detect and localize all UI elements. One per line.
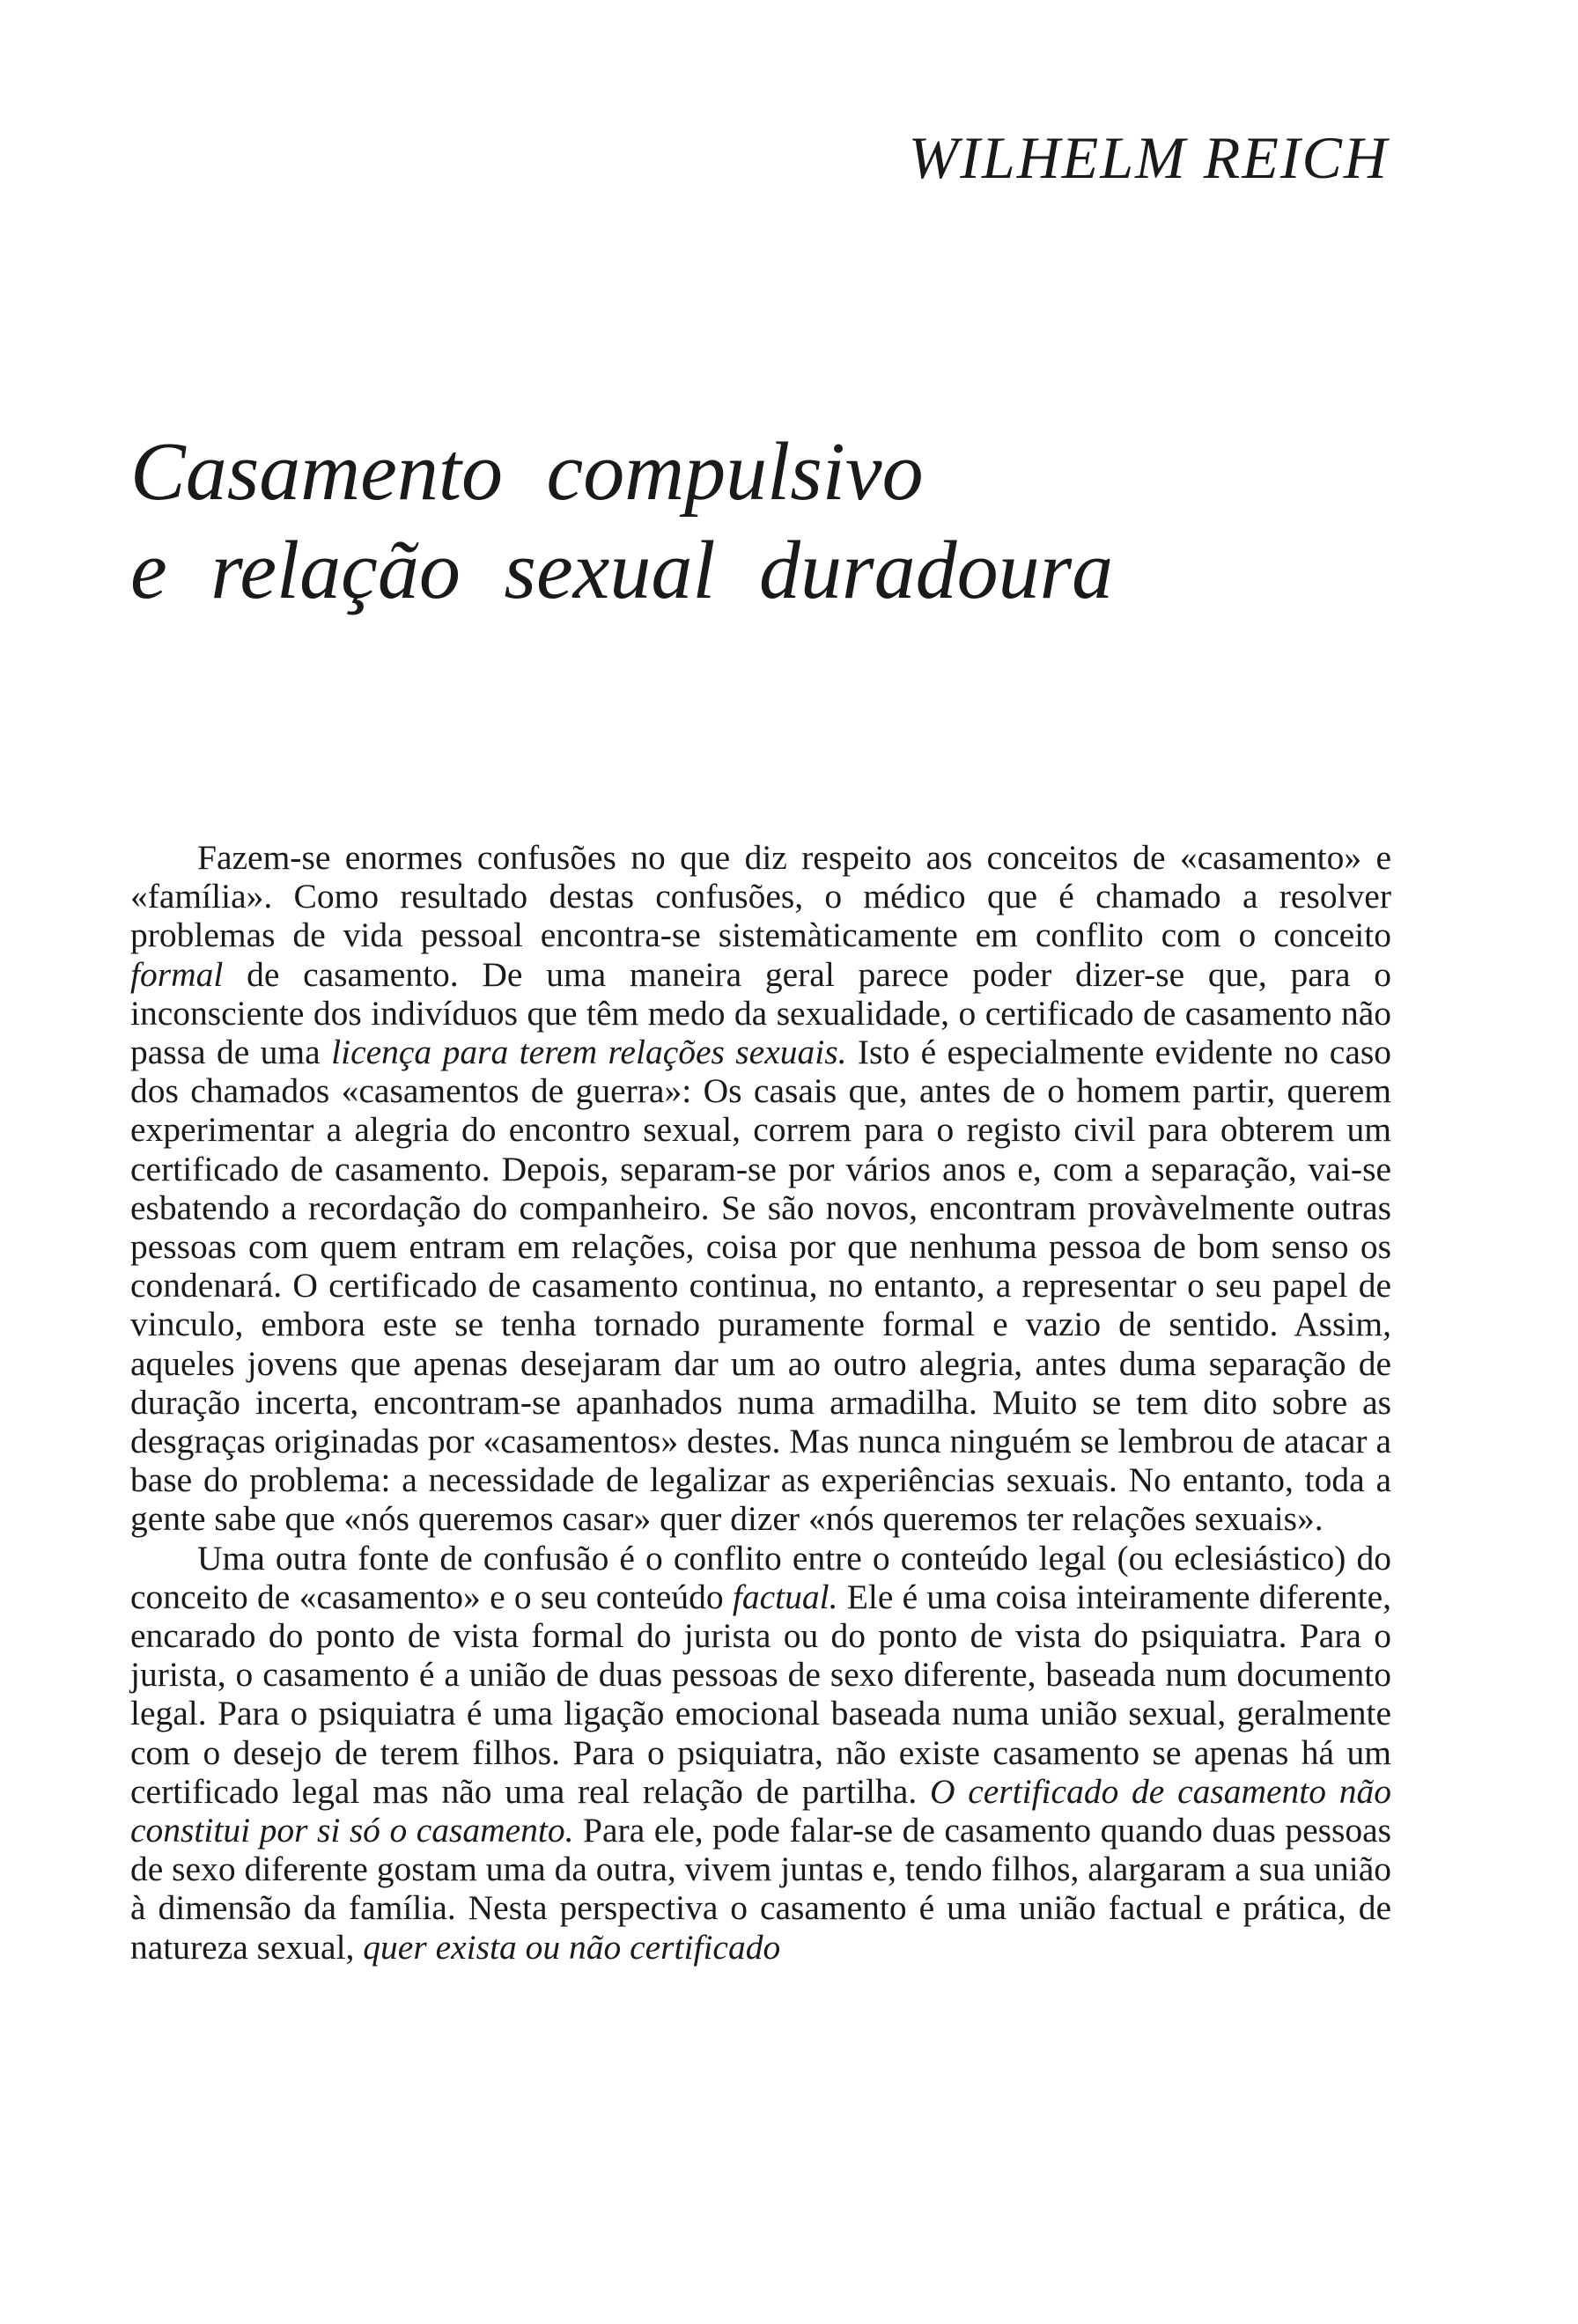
body-text	[130, 838, 1391, 1967]
chapter-title	[130, 423, 1113, 620]
paragraph-2-emphasis-c: quer exista ou não certificado	[363, 1927, 781, 1967]
paragraph-2-emphasis-a: factual.	[732, 1577, 838, 1616]
paragraph-2-emphasis-b: O certificado de casamento não constitui por si só o casamento.	[130, 1771, 1391, 1850]
paragraph-2	[130, 1539, 1391, 1967]
chapter-title-line-1: Casamento compulsivo	[130, 426, 924, 518]
paragraph-1	[130, 838, 1391, 1539]
paragraph-1-text-b: de casamento. De uma maneira geral parece poder dizer-se que, para o inconsciente dos indivíduos que têm medo da sexualidade, o certificado de casamento não passa de uma	[130, 954, 1391, 1072]
paragraph-2-text-c: Para ele, pode falar-se de casamento quando duas pessoas de sexo diferente gostam uma da outra, vivem juntas e, tendo filhos, alargaram a sua união à dimensão da família. Nesta perspectiva o casamento é uma união factual e prática, de natureza sexual,	[130, 1811, 1392, 1967]
paragraph-1-text-a: Fazem-se enormes confusões no que diz respeito aos conceitos de «casamento» e «família». Como resultado destas confusões, o médico que é chamado a resolver problemas de vida pessoal encontra-se sistemàticamente em conflito com o conceito	[130, 838, 1391, 955]
author-header: WILHELM REICH	[908, 124, 1389, 191]
paragraph-2-text-a: Uma outra fonte de confusão é o conflito entre o conteúdo legal (ou eclesiástico) do conceito de «casamento» e o seu conteúdo	[130, 1538, 1391, 1616]
paragraph-1-text-c: Isto é especialmente evidente no caso dos chamados «casamentos de guerra»: Os casais que, antes de o homem partir, querem experimentar a alegria do encontro sexual, correm para o registo civil para obterem um certificado de casamento. Depois, separam-se por vários anos e, com a separação, vai-se esbatendo a recordação do companheiro. Se são novos, encontram provàvelmente outras pessoas com quem entram em relações, coisa por que nenhuma pessoa de bom senso os condenará. O certificado de casamento continua, no entanto, a representar o seu papel de vinculo, embora este se tenha tornado puramente formal e vazio de sentido. Assim, aqueles jovens que apenas desejaram dar um ao outro alegria, antes duma separação de duração incerta, encontram-se apanhados numa armadilha. Muito se tem dito sobre as desgraças originadas por «casamentos» destes. Mas nunca ninguém se lembrou de atacar a base do problema: a necessidade de legalizar as experiências sexuais. No entanto, toda a gente sabe que «nós queremos casar» quer dizer «nós queremos ter relações sexuais».	[130, 1033, 1391, 1539]
paragraph-1-emphasis-b: licença para terem relações sexuais.	[331, 1033, 847, 1072]
paragraph-2-text-b: Ele é uma coisa inteiramente diferente, encarado do ponto de vista formal do jurista ou do ponto de vista do psiquiatra. Para o jurista, o casamento é a união de duas pessoas de sexo diferente, baseada num documento legal. Para o psiquiatra é uma ligação emocional baseada numa união sexual, geralmente com o desejo de terem filhos. Para o psiquiatra, não existe casamento se apenas há um certificado legal mas não uma real relação de partilha.	[130, 1577, 1392, 1811]
paragraph-1-emphasis-a: formal	[130, 954, 224, 994]
chapter-title-line-2: e relação sexual duradoura	[130, 525, 1114, 616]
